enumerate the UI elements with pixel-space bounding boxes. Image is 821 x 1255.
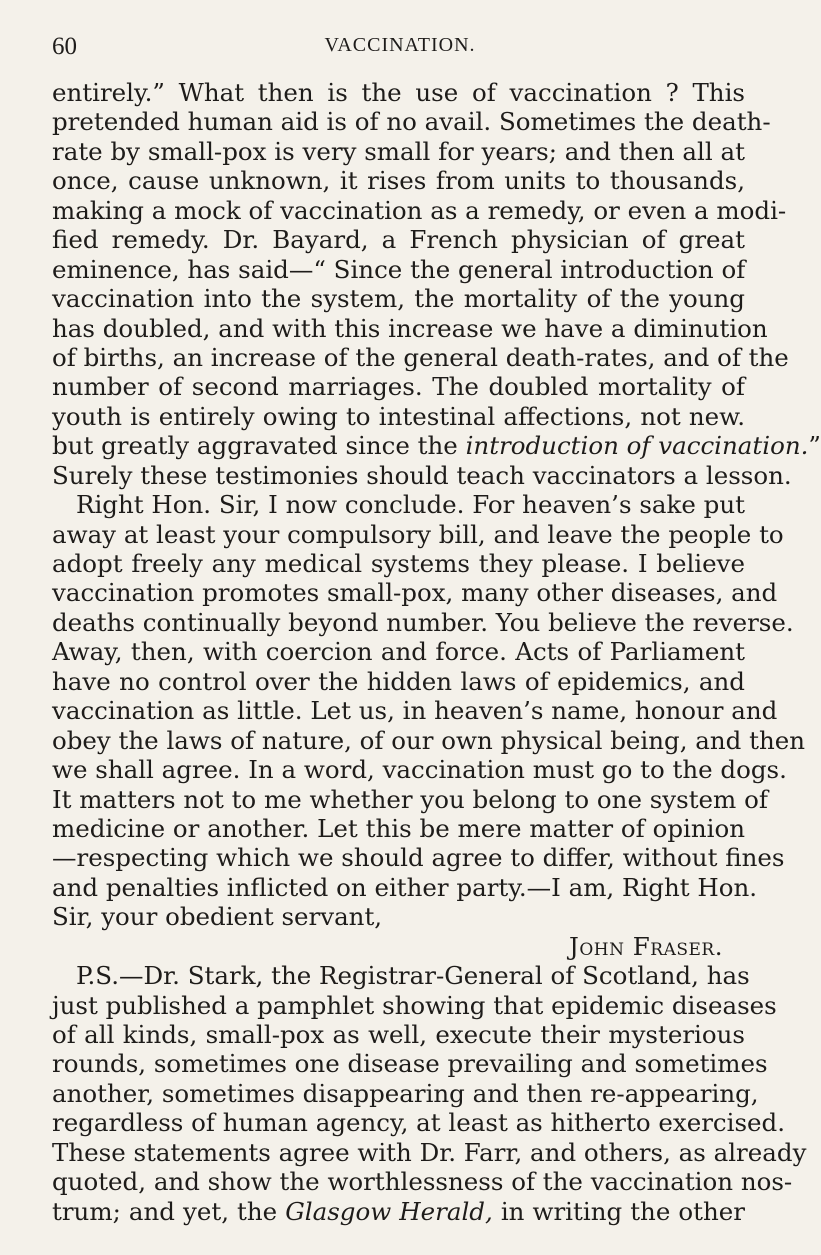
text-line: Surely these testimonies should teach vaccinators a lesson. xyxy=(52,460,792,490)
text-line: rate by small-pox is very small for years; and then all at xyxy=(52,136,745,166)
text-line: medicine or another. Let this be mere matter of opinion xyxy=(52,813,745,843)
text-line: quoted, and show the worthlessness of the vaccination nos- xyxy=(52,1167,793,1197)
text-line: number of second marriages. The doubled mortality of xyxy=(52,372,745,402)
text-line: entirely.” What then is the use of vaccination ? This xyxy=(52,78,745,107)
text-line: P.S.—Dr. Stark, the Registrar-General of Scotland, has xyxy=(76,961,750,991)
text-line: of all kinds, small-pox as well, execute their mysterious xyxy=(52,1020,745,1049)
italic-phrase: introduction of vaccination. xyxy=(465,431,809,461)
text-line: It matters not to me whether you belong to one system of xyxy=(52,784,768,814)
text-line: eminence, has said—“ Since the general introduction of xyxy=(52,254,746,284)
text-line: vaccination promotes small-pox, many other diseases, and xyxy=(52,578,778,608)
newspaper-name: Glasgow Herald, xyxy=(285,1196,493,1226)
text-fragment: trum; and yet, the xyxy=(52,1196,278,1226)
text-line: of births, an increase of the general death-rates, and of the xyxy=(52,342,789,372)
text-line: just published a pamphlet showing that epidemic diseases xyxy=(52,990,777,1020)
page-header xyxy=(52,32,748,62)
page-body xyxy=(52,78,821,1226)
signature: John Fraser. xyxy=(569,931,723,961)
text-line: adopt freely any medical systems they please. I believe xyxy=(52,549,745,578)
text-line-with-italic xyxy=(52,1197,745,1226)
text-line: pretended human aid is of no avail. Sometimes the death- xyxy=(52,107,771,137)
text-line: have no control over the hidden laws of epidemics, and xyxy=(52,666,745,696)
text-line: once, cause unknown, it rises from units to thousands, xyxy=(52,166,745,196)
text-line: Sir, your obedient servant, xyxy=(52,902,383,932)
text-line: deaths continually beyond number. You believe the reverse. xyxy=(52,607,794,637)
text-line: These statements agree with Dr. Farr, and others, as already xyxy=(52,1137,807,1167)
text-line: fied remedy. Dr. Bayard, a French physician of great xyxy=(52,225,745,255)
text-line: away at least your compulsory bill, and leave the people to xyxy=(52,519,784,549)
text-line: and penalties inflicted on either party.—I am, Right Hon. xyxy=(52,872,758,902)
text-line: vaccination as little. Let us, in heaven’s name, honour and xyxy=(52,696,778,726)
text-line: Right Hon. Sir, I now conclude. For heaven’s sake put xyxy=(76,490,745,520)
text-line: another, sometimes disappearing and then re-appearing, xyxy=(52,1078,759,1108)
text-line: rounds, sometimes one disease prevailing and sometimes xyxy=(52,1049,768,1079)
text-line: regardless of human agency, at least as hitherto exercised. xyxy=(52,1108,786,1138)
running-head: VACCINATION. xyxy=(324,34,476,56)
text-line: making a mock of vaccination as a remedy, or even a modi- xyxy=(52,195,787,225)
text-line: we shall agree. In a word, vaccination must go to the dogs. xyxy=(52,755,787,785)
text-line: has doubled, and with this increase we have a diminution xyxy=(52,313,768,343)
text-line: youth is entirely owing to intestinal affections, not new. xyxy=(52,401,745,431)
text-fragment: in writing the other xyxy=(500,1196,745,1226)
text-line: Away, then, with coercion and force. Acts of Parliament xyxy=(52,637,745,667)
text-line-with-italic xyxy=(52,431,821,461)
closing-quote: ” xyxy=(808,431,821,461)
page-number: 60 xyxy=(52,33,77,60)
text-line: obey the laws of nature, of our own physical being, and then xyxy=(52,725,806,755)
text-fragment: but greatly aggravated since the xyxy=(52,431,458,461)
text-line: —respecting which we should agree to differ, without fines xyxy=(52,843,785,873)
text-line: vaccination into the system, the mortality of the young xyxy=(52,284,745,314)
